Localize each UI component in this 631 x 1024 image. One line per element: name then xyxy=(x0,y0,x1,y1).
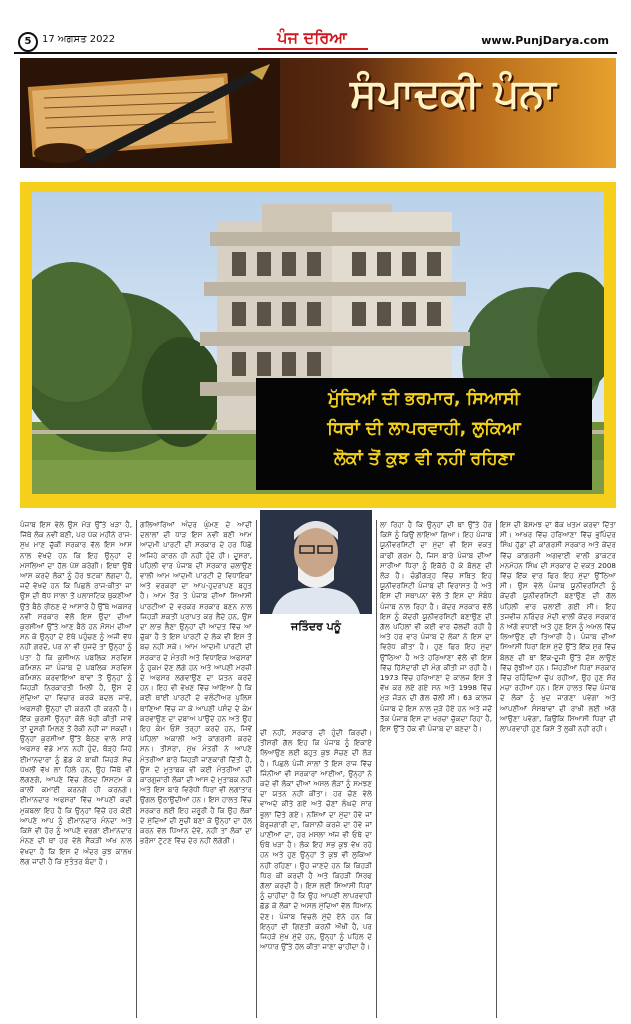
page-number: 5 xyxy=(18,32,38,52)
website-link[interactable]: www.PunjDarya.com xyxy=(481,34,609,47)
feature-headline xyxy=(256,378,592,490)
article-column-3: ਦੀ ਨਹੀਂ, ਸਰਕਾਰ ਦੀ ਹੁੰਦੀ ਕਿਰਦੀ। ਤੀਸਰੀ ਗੱਲ ਇਹ ਕਿ ਪੰਜਾਬ ਨੂੰ ਇਕਾਏ ਲਿਆਉਣ ਲਈ ਬਹੁਤ ਕੁਝ ਸੋਚਣ ਦੀ ਲੋੜ ਹੈ। ਪਿਛਲੇ ਪੰਜੀ ਸਾਲਾਂ ਤੋਂ ਇਸ ਰਾਜ ਵਿੱਚ ਜਿੰਨੀਆਂ ਵੀ ਸਰਕਾਰਾਂ ਆਈਆਂ, ਉਨ੍ਹਾਂ ਨੇ ਕਦੇ ਵੀ ਲੋਕਾਂ ਦੀਆਂ ਅਸਲ ਲੋੜਾਂ ਨੂੰ ਸਮਝਣ ਦਾ ਯਤਨ ਨਹੀਂ ਕੀਤਾ। ਹਰ ਚੋਣ ਵੇਲੇ ਵਾਅਦੇ ਕੀਤੇ ਗਏ ਅਤੇ ਚੋਣਾਂ ਲੰਘਦੇ ਸਾਰ ਭੁਲਾ ਦਿੱਤੇ ਗਏ। ਨਸ਼ਿਆਂ ਦਾ ਮੁੱਦਾ ਹੋਵੇ ਜਾਂ ਬੇਰੁਜ਼ਗਾਰੀ ਦਾ, ਕਿਸਾਨੀ ਕਰਜ਼ੇ ਦਾ ਹੋਵੇ ਜਾਂ ਪਾਣੀਆਂ ਦਾ, ਹਰ ਮਸਲਾ ਅੱਜ ਵੀ ਓਥੇ ਦਾ ਓਥੇ ਖੜਾ ਹੈ। ਲੋਕ ਇਹ ਸਭ ਕੁਝ ਵੇਖ ਰਹੇ ਹਨ ਅਤੇ ਹੁਣ ਉਨ੍ਹਾਂ ਤੋਂ ਕੁਝ ਵੀ ਲੁਕਿਆ ਨਹੀਂ ਰਹਿਣਾ। ਉਹ ਜਾਣਦੇ ਹਨ ਕਿ ਕਿਹੜੀ ਧਿਰ ਕੀ ਕਰਦੀ ਹੈ ਅਤੇ ਕਿਹੜੀ ਸਿਰਫ ਗੱਲਾਂ ਕਰਦੀ ਹੈ। ਇਸ ਲਈ ਸਿਆਸੀ ਧਿਰਾਂ ਨੂੰ ਚਾਹੀਦਾ ਹੈ ਕਿ ਉਹ ਆਪਣੀ ਲਾਪਰਵਾਹੀ ਛੱਡ ਕੇ ਲੋਕਾਂ ਦੇ ਅਸਲ ਮੁੱਦਿਆਂ ਵੱਲ ਧਿਆਨ ਦੇਣ। ਪੰਜਾਬ ਵਿਚਲੇ ਮੁੱਦੇ ਏਨੇ ਹਨ ਕਿ ਇਨ੍ਹਾਂ ਦੀ ਗਿਣਤੀ ਕਰਨੀ ਔਖੀ ਹੈ, ਪਰ ਜਿਹੜੇ ਮੁੱਖ ਮੁੱਦੇ ਹਨ, ਉਨ੍ਹਾਂ ਨੂੰ ਪਹਿਲ ਦੇ ਆਧਾਰ ਉੱਤੇ ਹੱਲ ਕੀਤਾ ਜਾਣਾ ਚਾਹੀਦਾ ਹੈ। xyxy=(260,728,372,952)
column-divider xyxy=(496,520,497,1018)
column-divider xyxy=(256,520,257,1018)
issue-date: 17 ਅਗਸਤ 2022 xyxy=(42,34,116,45)
headline-line-2: ਧਿਰਾਂ ਦੀ ਲਾਪਰਵਾਹੀ, ਲੁਕਿਆ xyxy=(327,419,521,439)
editorial-banner xyxy=(20,58,616,168)
masthead-underline xyxy=(258,48,368,50)
page-header xyxy=(8,4,623,54)
masthead-title: ਪੰਜ ਦਰਿਆ xyxy=(277,28,347,47)
author-name: ਜਤਿੰਦਰ ਪਨੂੰ xyxy=(291,620,341,633)
headline-line-3: ਲੋਕਾਂ ਤੋਂ ਕੁਝ ਵੀ ਨਹੀਂ ਰਹਿਣਾ xyxy=(333,449,515,469)
article-column-1: ਪੰਜਾਬ ਇਸ ਵੇਲੇ ਉਸ ਮੋੜ ਉੱਤੇ ਖੜਾ ਹੈ, ਜਿੱਥੇ ਲੋਕ ਨਵੀਂ ਬਣੀ, ਪਰ ਪੱਕ ਮਹੀਨੇ ਰਾਜ-ਸੁਖ ਮਾਣ ਚੁੱਕੀ ਸਰਕਾਰ ਵੱਲ ਇਸ ਆਸ ਨਾਲ ਵੇਖਦੇ ਹਨ ਕਿ ਇਹ ਉਨ੍ਹਾਂ ਦੇ ਮਸਲਿਆਂ ਦਾ ਹੱਲ ਪੇਸ਼ ਕਰੇਗੀ। ਇਥਾਂ ਉਥੋਂ ਆਸ ਕਰਦੇ ਲੋਕਾਂ ਨੂੰ ਹੋਰ ਝਟਕਾ ਲੱਗਦਾ ਹੈ, ਜਦੋਂ ਵੇਖਦੇ ਹਨ ਕਿ ਪਿਛਲੇ ਰਾਜ-ਕੀਤਾ ਜਾ ਉਸ ਦੀ ਥੱਧ ਸਾਲਾ ਤੋਂ ਪਲਾਸਟਿਕ ਥੁਕਣੀਆਂ ਉਂਤੇ ਬੈਠੇ ਰੀਠਣ ਦੇ ਆਸਾਰੇ ਹੈ ਉੱਥੇ ਅਕਸਰ ਨਵੀਂ ਸਰਕਾਰ ਵੱਲੋਂ ਇਸ ਉਦਾ ਦੀਆਂ ਕੁਰਸੀਆਂ ਉੱਤੇ ਆਣ ਬੈਠੇ ਹਨ ਮੌਸਮ ਦੀਆਂ ਸਨ ਕੇ ਉਨ੍ਹਾਂ ਦੇ ਏਥੇ ਪਹੁੰਚਣ ਨੂੰ ਅਜੀ ਵੱਧ ਨਹੀਂ ਗਰਦੇ, ਪਰ ਨਾ ਵੀ ਪੁੱਜਦੇ ਤਾਂ ਉਨ੍ਹਾਂ ਨੂੰ ਪਤਾ ਹੈ ਕਿ ਕੁਸੀਅਨ ਪਬਲਿਕ ਸਰਵਿਸ ਕਮਿਸ਼ਨ ਜਾਂ ਪੰਜਾਬ ਦੇ ਪਬਲਿਕ ਸਰਵਿਸ ਕਮਿਸ਼ਨ ਕਰਵਾਇਆਂ ਥਾਵਾਂ ਤੋਂ ਉਨ੍ਹਾਂ ਨੂੰ ਜਿਹੜੀ ਨਿਰਕਾਰਤੀ ਮਿਲੀ ਹੈ, ਉਸ ਦੇ ਮੁੱਦਿਆਂ ਦਾ ਵਿਚਾਰ ਕਰਕੇ ਬਦਲ ਜਾਵੇ, ਅਫਸਰੀ ਉਨ੍ਹਾਂ ਦੀ ਕਰਨੀ ਹੀ ਕਰਨੀ ਹੈ। ਇੱਕ ਕੁਰਸੀ ਉਨ੍ਹਾਂ ਕੋਲੋਂ ਖੋਹੀ ਕੀਤੀ ਜਾਵੇ ਤਾਂ ਦੂਸਰੀ ਮਿਲਣ ਤੋਂ ਰੋਕੀ ਨਹੀਂ ਜਾ ਸਕਦੀ। ਉਨ੍ਹਾਂ ਕੁਰਸੀਆਂ ਉੱਤੇ ਬੈਠਣ ਵਾਲੇ ਸਾਰੇ ਅਫਸਰ ਵੱਡੇ ਮਾਨ ਨਹੀਂ ਹੁੰਦੇ, ਥੋੜ੍ਹੇ ਜਿਹੇ ਈਮਾਨਦਾਰਾਂ ਨੂੰ ਛੱਡ ਕੇ ਬਾਕੀ ਜਿਹੜੇ ਸੋਚ ਪੱਖਲੀ ਵੱਖ ਲਾ ਹਿਲੇ ਹਨ, ਉਹ ਜਿੱਥੇ ਵੀ ਲੱਗਣਗੇ, ਆਪਣੇ ਵਿੱਚ ਗੋਂਠਦ ਸਿਸਟਮ ਕੇ ਕਾਲੀ ਕਮਾਈ ਕਰਨਗੇ ਹੀ ਕਰਨਗੇ। ਈਮਾਨਦਾਰ ਅਫਸਰਾਂ ਵਿੱਚ ਆਪਣੀ ਕਦੀ ਮੁਕਬਲਾ ਇਹ ਹੈ ਕਿ ਉਨ੍ਹਾਂ ਵਿੱਚੋਂ ਹਰ ਕੋਈ ਆਪਣੇ ਆਪ ਨੂੰ ਈਮਾਨਦਾਰ ਮੰਨਦਾ ਅਤੇ ਕਿਸੇ ਵੀ ਹੋਰ ਨੂੰ ਆਪਣੇ ਵਰਗਾ ਈਮਾਨਦਾਰ ਮੰਨਣ ਦੀ ਥਾਂ ਹਰ ਵੇਲੇ ਸੈਂਕੜੀ ਅੱਖ ਨਾਲ ਵੇਖਦਾ ਹੈ ਕਿ ਇਸ ਦੇ ਅੰਦਰ ਕੁਝ ਕਾਲਖ ਲੱਗ ਜਾਂਦੀ ਹੈ ਕਿ ਸੁਤੰਤਰ ਬੰਦਾ ਹੈ। xyxy=(20,520,132,866)
editorial-page-title: ਸੰਪਾਦਕੀ ਪੰਨਾ xyxy=(350,70,556,117)
headline-line-1: ਮੁੱਦਿਆਂ ਦੀ ਭਰਮਾਰ, ਸਿਆਸੀ xyxy=(328,389,520,409)
article-column-5: ਇਸ ਦੀ ਬੇਸਮਝ ਦਾ ਬੱਕ ਖਤਮ ਕਰਵਾ ਦਿੱਤਾ ਸੀ। ਆਖਰ ਵਿੱਚ ਹਰਿਆਣਾ ਵਿੱਚ ਭੁਪਿੰਦਰ ਸਿੰਘ ਹੁੱਡਾ ਦੀ ਕਾਂਗਰਸੀ ਸਰਕਾਰ ਅਤੇ ਕੇਂਦਰ ਵਿੱਚ ਕਾਂਗਰਸੀ ਅਗਵਾਈ ਵਾਲੀ ਡਾਕਟਰ ਮਨਮੋਹਨ ਸਿੰਘ ਦੀ ਸਰਕਾਰ ਦੇ ਵਕਤ 2008 ਵਿੱਚ ਇੱਕ ਵਾਰ ਫਿਰ ਇਹ ਮੁੱਦਾ ਉੱਠਿਆ ਸੀ। ਉਸ ਵੇਲੇ ਪੰਜਾਬ ਯੂਨੀਵਰਸਿਟੀ ਨੂੰ ਕੇਂਦਰੀ ਯੂਨੀਵਰਸਿਟੀ ਬਣਾਉਣ ਦੀ ਗੱਲ ਪਹਿਲੀ ਵਾਰ ਚਲਾਈ ਗਈ ਸੀ। ਇਹ ਤਜਵੀਜ਼ ਨਰਿੰਦਰ ਮੋਦੀ ਵਾਲੀ ਕੇਂਦਰ ਸਰਕਾਰ ਨੇ ਅੱਗੇ ਵਧਾਈ ਅਤੇ ਹੁਣ ਇਸ ਨੂੰ ਅਮਲ ਵਿੱਚ ਲਿਆਉਣ ਦੀ ਤਿਆਰੀ ਹੈ। ਪੰਜਾਬ ਦੀਆਂ ਸਿਆਸੀ ਧਿਰਾਂ ਇਸ ਮੁੱਦੇ ਉੱਤੇ ਇੱਕ ਸੁਰ ਵਿੱਚ ਬੋਲਣ ਦੀ ਥਾਂ ਇੱਕ-ਦੂਜੀ ਉੱਤੇ ਦੋਸ਼ ਲਾਉਣ ਵਿੱਚ ਰੁੱਝੀਆਂ ਹਨ। ਜਿਹੜੀਆਂ ਧਿਰਾਂ ਸਰਕਾਰ ਵਿੱਚ ਰਹਿੰਦਿਆਂ ਚੁੱਪ ਰਹੀਆਂ, ਉਹ ਹੁਣ ਸ਼ੋਰ ਮਚਾ ਰਹੀਆਂ ਹਨ। ਇਸ ਹਾਲਤ ਵਿੱਚ ਪੰਜਾਬ ਦੇ ਲੋਕਾਂ ਨੂੰ ਖੁਦ ਜਾਗਣਾ ਪਵੇਗਾ ਅਤੇ ਆਪਣੀਆਂ ਸੰਸਥਾਵਾਂ ਦੀ ਰਾਖੀ ਲਈ ਅੱਗੇ ਆਉਣਾ ਪਵੇਗਾ, ਕਿਉਂਕਿ ਸਿਆਸੀ ਧਿਰਾਂ ਦੀ ਲਾਪਰਵਾਹੀ ਹੁਣ ਕਿਸੇ ਤੋਂ ਲੁਕੀ ਨਹੀਂ ਰਹੀ। xyxy=(500,520,616,734)
author-photo xyxy=(260,510,372,614)
header-rule xyxy=(14,52,617,54)
column-divider xyxy=(136,520,137,1018)
pen-and-manuscript-image xyxy=(20,58,280,168)
author-portrait-image xyxy=(260,510,372,614)
masthead-logo xyxy=(246,26,378,52)
author-box xyxy=(258,508,374,722)
article-column-2: ਗਲਿਆਰਿਆਂ ਅੰਦਰ ਘੁੰਮਣ ਦੇ ਆਦੀ ਦਲਾਲਾਂ ਦੀ ਧਾੜ ਇਸ ਨਵੀਂ ਬਣੀ ਆਮ ਆਦਮੀ ਪਾਰਟੀ ਦੀ ਸਰਕਾਰ ਦੇ ਹਰ ਪਿੱਛੇ ਅਜਿਹੇ ਕਾਰਨ ਹੀ ਨਹੀਂ ਹੁੰਦੇ ਹੀ। ਦੂਸਰਾ, ਪਹਿਲੀ ਵਾਰ ਪੰਜਾਬ ਦੀ ਸਰਕਾਰ ਚਲਾਉਣ ਵਾਲੀ ਆਮ ਆਦਮੀ ਪਾਰਟੀ ਦੇ ਵਿਧਾਇਕਾਂ ਅਤੇ ਵਰਕਰਾਂ ਦਾ ਆਪ-ਹੁਦਰਾਪਣ ਬਹੁਤ ਹੈ। ਆਮ ਤੌਰ ਤੇ ਪੰਜਾਬ ਦੀਆਂ ਸਿਆਸੀ ਪਾਰਟੀਆਂ ਦੇ ਵਰਕਰ ਸਰਕਾਰ ਬਣਨ ਨਾਲ ਜਿਹੜੀ ਸ਼ਕਤੀ ਪ੍ਰਾਪਤ ਕਰ ਲੈਂਦੇ ਹਨ, ਉਸ ਦਾ ਲਾਭ ਲੈਣਾ ਉਨ੍ਹਾਂ ਦੀ ਆਦਤ ਵਿੱਚ ਆ ਚੁੱਕਾ ਹੈ ਤੇ ਇਸ ਪਾਰਟੀ ਦੇ ਲੋਕ ਵੀ ਇਸ ਤੋਂ ਬਚ ਨਹੀਂ ਸਕੇ। ਆਮ ਆਦਮੀ ਪਾਰਟੀ ਦੀ ਸਰਕਾਰ ਦੇ ਮੰਤਰੀ ਅਤੇ ਵਿਧਾਇਕ ਅਫਸਰਾਂ ਨੂੰ ਹੁਕਮ ਦੇਣ ਲੱਗੇ ਹਨ ਅਤੇ ਆਪਣੀ ਮਰਜ਼ੀ ਦੇ ਅਫਸਰ ਲਗਵਾਉਣ ਦਾ ਯਤਨ ਕਰਦੇ ਹਨ। ਇਹ ਵੀ ਵੇਖਣ ਵਿੱਚ ਆਇਆ ਹੈ ਕਿ ਕਈ ਥਾਂਈਂ ਪਾਰਟੀ ਦੇ ਵਲੰਟੀਅਰ ਪੁਲਿਸ ਥਾਣਿਆਂ ਵਿੱਚ ਜਾ ਕੇ ਆਪਣੀ ਪਸੰਦ ਦੇ ਕੰਮ ਕਰਵਾਉਣ ਦਾ ਦਬਾਅ ਪਾਉਂਦੇ ਹਨ ਅਤੇ ਉਹ ਇਹ ਕੰਮ ਓਸੇ ਤਰ੍ਹਾਂ ਕਰਦੇ ਹਨ, ਜਿਵੇਂ ਪਹਿਲਾਂ ਅਕਾਲੀ ਅਤੇ ਕਾਂਗਰਸੀ ਕਰਦੇ ਸਨ। ਤੀਸਰਾ, ਮੁੱਖ ਮੰਤਰੀ ਨੇ ਆਪਣੇ ਮੰਤਰੀਆਂ ਬਾਰੇ ਜਿਹੜੀ ਜਾਣਕਾਰੀ ਦਿੱਤੀ ਹੈ, ਉਸ ਦੇ ਮੁਤਾਬਕ ਵੀ ਕਈ ਮੰਤਰੀਆਂ ਦੀ ਕਾਰਗੁਜ਼ਾਰੀ ਲੋਕਾਂ ਦੀ ਆਸ ਦੇ ਮੁਤਾਬਕ ਨਹੀਂ ਅਤੇ ਇਸ ਬਾਰੇ ਵਿਰੋਧੀ ਧਿਰਾਂ ਵੀ ਲਗਾਤਾਰ ਉਂਗਲ ਉਠਾਉਂਦੀਆਂ ਹਨ। ਇਸ ਹਾਲਤ ਵਿੱਚ ਸਰਕਾਰ ਲਈ ਇਹ ਜ਼ਰੂਰੀ ਹੈ ਕਿ ਉਹ ਲੋਕਾਂ ਦੇ ਮੁੱਦਿਆਂ ਦੀ ਸੂਚੀ ਬਣਾ ਕੇ ਉਨ੍ਹਾਂ ਦਾ ਹੱਲ ਕਰਨ ਵੱਲ ਧਿਆਨ ਦੇਵੇ, ਨਹੀਂ ਤਾਂ ਲੋਕਾਂ ਦਾ ਭਰੋਸਾ ਟੁੱਟਣ ਵਿੱਚ ਦੇਰ ਨਹੀਂ ਲੱਗੇਗੀ। xyxy=(140,520,252,846)
feature-photo-frame xyxy=(20,182,616,508)
column-divider xyxy=(376,520,377,1018)
article-column-4: ਲਾ ਰਿਹਾ ਹੈ ਕਿ ਉਨ੍ਹਾਂ ਦੀ ਥਾਂ ਉੱਤੇ ਹੋਰ ਕਿਸੇ ਨੂੰ ਕਿਉਂ ਲਾਇਆ ਗਿਆ। ਇਹ ਪੰਜਾਬ ਯੂਨੀਵਰਸਿਟੀ ਦਾ ਮੁੱਦਾ ਵੀ ਇਸ ਵਕਤ ਕਾਫੀ ਗਰਮ ਹੈ, ਜਿਸ ਬਾਰੇ ਪੰਜਾਬ ਦੀਆਂ ਸਾਰੀਆਂ ਧਿਰਾਂ ਨੂੰ ਇਕੱਠੇ ਹੋ ਕੇ ਬੋਲਣ ਦੀ ਲੋੜ ਹੈ। ਚੰਡੀਗੜ੍ਹ ਵਿੱਚ ਸਥਿਤ ਇਹ ਯੂਨੀਵਰਸਿਟੀ ਪੰਜਾਬ ਦੀ ਵਿਰਾਸਤ ਹੈ ਅਤੇ ਇਸ ਦੀ ਸਥਾਪਨਾ ਵੇਲੇ ਤੋਂ ਇਸ ਦਾ ਸੰਬੰਧ ਪੰਜਾਬ ਨਾਲ ਰਿਹਾ ਹੈ। ਕੇਂਦਰ ਸਰਕਾਰ ਵੱਲੋਂ ਇਸ ਨੂੰ ਕੇਂਦਰੀ ਯੂਨੀਵਰਸਿਟੀ ਬਣਾਉਣ ਦੀ ਗੱਲ ਪਹਿਲਾਂ ਵੀ ਕਈ ਵਾਰ ਚੱਲਦੀ ਰਹੀ ਹੈ ਅਤੇ ਹਰ ਵਾਰ ਪੰਜਾਬ ਦੇ ਲੋਕਾਂ ਨੇ ਇਸ ਦਾ ਵਿਰੋਧ ਕੀਤਾ ਹੈ। ਹੁਣ ਫਿਰ ਇਹ ਮੁੱਦਾ ਉੱਠਿਆ ਹੈ ਅਤੇ ਹਰਿਆਣਾ ਵੱਲੋਂ ਵੀ ਇਸ ਵਿੱਚ ਹਿੱਸੇਦਾਰੀ ਦੀ ਮੰਗ ਕੀਤੀ ਜਾ ਰਹੀ ਹੈ। 1973 ਵਿੱਚ ਹਰਿਆਣਾ ਦੇ ਕਾਲਜ ਇਸ ਤੋਂ ਵੱਖ ਕਰ ਲਏ ਗਏ ਸਨ ਅਤੇ 1998 ਵਿੱਚ ਮੁੜ ਜੋੜਨ ਦੀ ਗੱਲ ਚੱਲੀ ਸੀ। 63 ਕਾਲਜ ਪੰਜਾਬ ਦੇ ਇਸ ਨਾਲ ਜੁੜੇ ਹੋਏ ਹਨ ਅਤੇ ਜਦੋਂ ਤੱਕ ਪੰਜਾਬ ਇਸ ਦਾ ਖਰਚਾ ਚੁੱਕਦਾ ਰਿਹਾ ਹੈ, ਇਸ ਉੱਤੇ ਹੱਕ ਵੀ ਪੰਜਾਬ ਦਾ ਬਣਦਾ ਹੈ। xyxy=(380,520,492,734)
